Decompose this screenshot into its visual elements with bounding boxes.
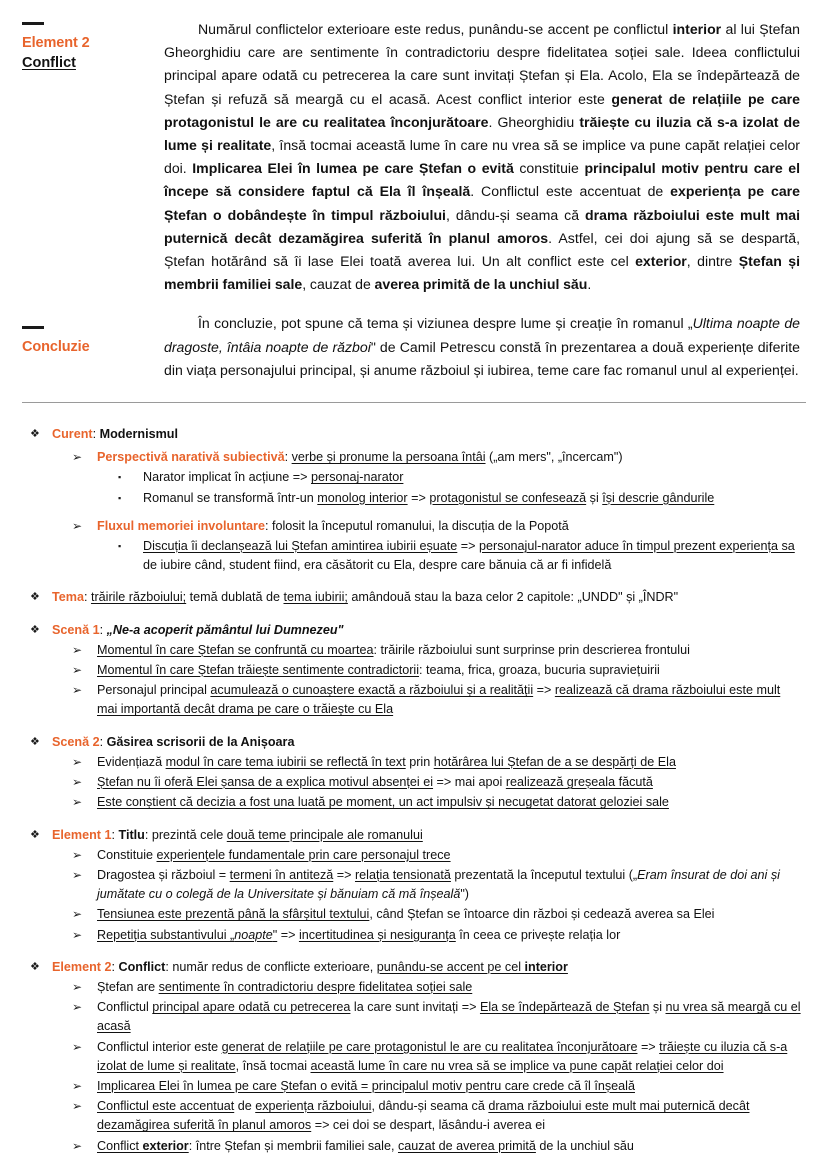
diamond-bullet-icon: ❖ — [30, 623, 40, 636]
list-item-text: Romanul se transformă într-un monolog interior => protagonistul se confesează și își descrie gândurile — [143, 490, 715, 505]
list-item — [72, 926, 804, 945]
diamond-bullet-icon: ❖ — [30, 960, 40, 973]
list-item-text: Conflictul este accentuat de experiența războiului, dându-și seama că drama războiului este mult mai puternică decât dezamăgirea suferită în planul amoros => cei doi se despart, lăsându-i averea ei — [97, 1099, 750, 1133]
list-item — [30, 588, 804, 607]
list-item-text: Element 1: Titlu: prezintă cele două teme principale ale romanului — [52, 827, 423, 842]
list-item — [72, 681, 804, 719]
outline-section — [0, 425, 828, 1156]
list-item — [72, 773, 804, 792]
side-heading-title: Concluzie — [22, 339, 90, 356]
outline-spacer — [30, 508, 804, 517]
diamond-bullet-icon: ❖ — [30, 828, 40, 841]
list-item — [30, 958, 804, 977]
arrow-bullet-icon: ➢ — [72, 847, 83, 862]
arrow-bullet-icon: ➢ — [72, 867, 83, 882]
list-item-text: Scenă 2: Găsirea scrisorii de la Anișoara — [52, 734, 295, 749]
list-item — [72, 793, 804, 812]
list-item — [118, 489, 804, 508]
arrow-bullet-icon: ➢ — [72, 1000, 83, 1015]
arrow-bullet-icon: ➢ — [72, 518, 83, 533]
arrow-bullet-icon: ➢ — [72, 927, 83, 942]
list-item-text: Constituie experiențele fundamentale prin care personajul trece — [97, 847, 451, 862]
essay-section — [0, 0, 828, 382]
list-item-text: Scenă 1: „Ne-a acoperit pământul lui Dumnezeu" — [52, 622, 344, 637]
list-item — [30, 733, 804, 752]
list-item-text: Perspectivă narativă subiectivă: verbe și pronume la persoana întâi („am mers", „încercam") — [97, 450, 623, 465]
list-item-text: Discuția îi declanșează lui Ștefan amintirea iubirii eșuate => personajul-narator aduce în timpul prezent experiența sa de iubire când, student fiind, era căsătorit cu Ela, despre care bănuia că ar fi infidelă — [143, 539, 795, 573]
list-item — [72, 846, 804, 865]
list-item — [30, 826, 804, 845]
list-item-text: Element 2: Conflict: număr redus de conflicte exterioare, punându-se accent pe cel interior — [52, 959, 568, 974]
outline-group-element-1 — [30, 826, 804, 945]
side-heading-subtitle: Conflict — [22, 54, 76, 71]
list-item — [72, 517, 804, 536]
arrow-bullet-icon: ➢ — [72, 642, 83, 657]
list-item — [72, 998, 804, 1036]
list-item — [118, 468, 804, 487]
heading-rule-icon — [22, 22, 44, 25]
list-item-text: Momentul în care Ștefan trăiește sentimente contradictorii: teama, frica, groaza, bucuria supraviețuirii — [97, 663, 660, 678]
list-item — [72, 641, 804, 660]
arrow-bullet-icon: ➢ — [72, 979, 83, 994]
diamond-bullet-icon: ❖ — [30, 591, 40, 604]
list-item-text: Conflictul principal apare odată cu petrecerea la care sunt invitați => Ela se îndepărtează de Ștefan și nu vrea să meargă cu el acasă — [97, 1000, 801, 1034]
paragraph-concluzie: În concluzie, pot spune că tema și viziunea despre lume și creație în romanul „Ultima noapte de dragoste, întâia noapte de război" de Camil Petrescu constă în prezentarea a două experiențe diferite din viața personajului principal, și anume războiul și iubirea, teme care fac romanul unul al experienței. — [164, 315, 801, 378]
essay-block-conflict — [22, 18, 800, 296]
list-item — [72, 1137, 804, 1156]
square-bullet-icon: ▪ — [118, 492, 122, 503]
list-item-text: Repetiția substantivului „noapte" => incertitudinea și nesiguranța în ceea ce privește relația lor — [97, 927, 621, 942]
list-item-text: Este conștient că decizia a fost una luată pe moment, un act impulsiv și necugetat datorat geloziei sale — [97, 795, 669, 810]
arrow-bullet-icon: ➢ — [72, 683, 83, 698]
side-heading-conflict — [22, 18, 164, 73]
arrow-bullet-icon: ➢ — [72, 907, 83, 922]
diamond-bullet-icon: ❖ — [30, 428, 40, 441]
list-item — [30, 621, 804, 640]
list-item-text: Fluxul memoriei involuntare: folosit la începutul romanului, la discuția de la Popotă — [97, 518, 569, 533]
list-item-text: Narator implicat în acțiune => personaj-narator — [143, 470, 404, 485]
list-item-text: Tema: trăirile războiului; temă dublată de tema iubirii; amândouă stau la baza celor 2 capitole: „UNDD" și „ÎNDR" — [52, 590, 679, 605]
list-item-text: Evidențiază modul în care tema iubirii se reflectă în text prin hotărârea lui Ștefan de a se despărți de Ela — [97, 754, 676, 769]
list-item — [72, 978, 804, 997]
heading-rule-icon — [22, 326, 44, 329]
list-item-text: Implicarea Elei în lumea pe care Ștefan o evită = principalul motiv pentru care crede că îl înșeală — [97, 1078, 635, 1093]
list-item — [72, 448, 804, 467]
outline-group-scena-2 — [30, 733, 804, 813]
list-item — [72, 1077, 804, 1096]
arrow-bullet-icon: ➢ — [72, 1078, 83, 1093]
side-heading-concluzie — [22, 312, 164, 358]
square-bullet-icon: ▪ — [118, 541, 122, 552]
list-item-text: Personajul principal acumulează o cunoaștere exactă a războiului și a realității => realizează că drama războiului este mult mai importantă decât drama pe care o trăiește cu Ela — [97, 683, 781, 717]
list-item — [72, 1097, 804, 1135]
list-item — [118, 537, 804, 575]
list-item-text: Conflict exterior: între Ștefan și membrii familiei sale, cauzat de averea primită de la unchiul său — [97, 1138, 634, 1153]
outline-group-element-2 — [30, 958, 804, 1156]
side-heading-title: Element 2 — [22, 35, 90, 51]
arrow-bullet-icon: ➢ — [72, 754, 83, 769]
list-item-text: Ștefan are sentimente în contradictoriu despre fidelitatea soției sale — [97, 979, 473, 994]
section-divider — [22, 402, 806, 403]
list-item — [72, 661, 804, 680]
list-item-text: Conflictul interior este generat de relațiile pe care protagonistul le are cu realitatea înconjurătoare => trăiește cu iluzia că s-a izolat de lume și realitate, însă tocmai această lume în care nu vrea să se implice va pune capăt relației celor doi — [97, 1039, 788, 1073]
outline-group-tema — [30, 588, 804, 607]
diamond-bullet-icon: ❖ — [30, 735, 40, 748]
arrow-bullet-icon: ➢ — [72, 663, 83, 678]
arrow-bullet-icon: ➢ — [72, 1039, 83, 1054]
arrow-bullet-icon: ➢ — [72, 1138, 83, 1153]
paragraph-conflict: Numărul conflictelor exterioare este redus, punându-se accent pe conflictul interior al lui Ștefan Gheorghidiu care are sentimente în contradictoriu despre fidelitatea soției sale. Ideea conflictului principal apare odată cu petrecerea la care sunt invitați Ștefan și Ela. Acolo, Ela se îndepărtează de Ștefan și refuză să meargă cu el acasă. Acest conflict interior este generat de relațiile pe care protagonistul le are cu realitatea înconjurătoare. Gheorghidiu trăiește cu iluzia că s-a izolat de lume și realitate, însă tocmai această lume în care nu vrea să se implice va pune capăt relației celor doi. Implicarea Elei în lumea pe care Ștefan o evită constituie principalul motiv pentru care el începe să considere faptul că Ela îl înșeală. Conflictul este accentuat de experiența pe care Ștefan o dobândește în timpul războiului, dându-și seama că drama războiului este mult mai puternică decât dezamăgirea suferită în planul amoros. Astfel, cei doi ajung să se despartă, Ștefan hotărând să îi lase Elei toată averea lui. Un alt conflict este cel exterior, dintre Ștefan și membrii familiei sale, cauzat de averea primită de la unchiul său. — [164, 21, 801, 293]
square-bullet-icon: ▪ — [118, 472, 122, 483]
list-item-text: Tensiunea este prezentă până la sfârșitul textului, când Ștefan se întoarce din război și cedează averea sa Elei — [97, 907, 715, 922]
list-item-text: Curent: Modernismul — [52, 427, 178, 442]
essay-body-concluzie — [164, 312, 800, 382]
list-item-text: Dragostea și războiul = termeni în antiteză => relația tensionată prezentată la începutul textului („Eram însurat de doi ani și jumătate cu o colegă de la Universitate și bănuiam că mă înșeală") — [97, 867, 780, 902]
arrow-bullet-icon: ➢ — [72, 795, 83, 810]
list-item — [72, 866, 804, 904]
arrow-bullet-icon: ➢ — [72, 450, 83, 465]
list-item — [72, 1038, 804, 1076]
list-item — [72, 905, 804, 924]
outline-group-curent — [30, 425, 804, 575]
arrow-bullet-icon: ➢ — [72, 1099, 83, 1114]
list-item — [30, 425, 804, 444]
list-item-text: Momentul în care Ștefan se confruntă cu moartea: trăirile războiului sunt surprinse prin descrierea frontului — [97, 642, 690, 657]
list-item — [72, 753, 804, 772]
list-item-text: Ștefan nu îi oferă Elei șansa de a explica motivul absenței ei => mai apoi realizează greșeala făcută — [97, 775, 653, 790]
essay-body-conflict — [164, 18, 800, 296]
outline-group-scena-1 — [30, 621, 804, 720]
arrow-bullet-icon: ➢ — [72, 775, 83, 790]
essay-block-concluzie — [22, 312, 800, 382]
